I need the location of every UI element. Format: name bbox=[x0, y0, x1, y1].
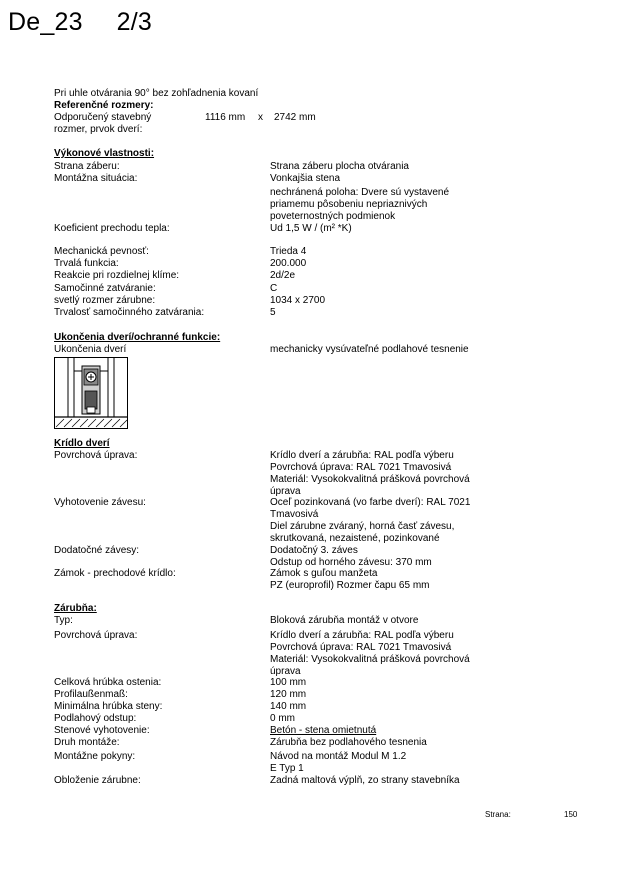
strana-value: Strana záberu plocha otvárania bbox=[270, 161, 409, 172]
trvalost-label: Trvalosť samočinného zatvárania: bbox=[54, 307, 205, 318]
hinge-value-1: Oceľ pozinkovaná (vo farbe dverí): RAL 7021 bbox=[270, 497, 471, 508]
montaz-label: Montážna situácia: bbox=[54, 173, 138, 184]
frame-surface-value-4: úprava bbox=[270, 666, 301, 677]
mounting-instructions-value-2: E Typ 1 bbox=[270, 763, 304, 774]
leaf-surface-value-2: Povrchová úprava: RAL 7021 Tmavosivá bbox=[270, 462, 452, 473]
recommended-height: 2742 mm bbox=[274, 112, 316, 123]
hinge-label: Vyhotovenie závesu: bbox=[54, 497, 146, 508]
page-fraction: 2/3 bbox=[116, 8, 153, 36]
svetly-value: 1034 x 2700 bbox=[270, 295, 326, 306]
mounting-type-label: Druh montáže: bbox=[54, 737, 120, 748]
leaf-surface-value-1: Krídlo dverí a zárubňa: RAL podľa výberu bbox=[270, 450, 454, 461]
mounting-instructions-label: Montážne pokyny: bbox=[54, 751, 136, 762]
page-label: Strana: bbox=[485, 810, 511, 819]
frame-section-title: Zárubňa: bbox=[54, 603, 97, 614]
trvala-label: Trvalá funkcia: bbox=[54, 258, 119, 269]
wall-type-value: Betón - stena omietnutá bbox=[270, 725, 377, 736]
reakcie-label: Reakcie pri rozdielnej klíme: bbox=[54, 270, 180, 281]
trvala-value: 200.000 bbox=[270, 258, 307, 269]
floor-seal-illustration bbox=[54, 357, 128, 429]
svetly-label: svetlý rozmer zárubne: bbox=[54, 295, 156, 306]
min-wall-label: Minimálna hrúbka steny: bbox=[54, 701, 163, 712]
koef-value: Ud 1,5 W / (m² *K) bbox=[270, 223, 352, 234]
mech-value: Trieda 4 bbox=[270, 246, 307, 257]
reveal-thickness-label: Celková hrúbka ostenia: bbox=[54, 677, 162, 688]
extra-hinge-label: Dodatočné závesy: bbox=[54, 545, 140, 556]
dimension-separator: x bbox=[258, 112, 263, 123]
min-wall-value: 140 mm bbox=[270, 701, 307, 712]
door-ending-value: mechanicky vysúvateľné podlahové tesnenie bbox=[270, 344, 469, 355]
opening-angle-note: Pri uhle otvárania 90° bez zohľadnenia kovaní bbox=[54, 88, 259, 99]
mounting-type-value: Zárubňa bez podlahového tesnenia bbox=[270, 737, 427, 748]
page-number: 150 bbox=[564, 810, 578, 819]
samocinne-value: C bbox=[270, 283, 278, 294]
frame-type-value: Bloková zárubňa montáž v otvore bbox=[270, 615, 419, 626]
strana-label: Strana záberu: bbox=[54, 161, 120, 172]
lock-label: Zámok - prechodové krídlo: bbox=[54, 568, 176, 579]
profile-size-value: 120 mm bbox=[270, 689, 307, 700]
extra-hinge-value-1: Dodatočný 3. záves bbox=[270, 545, 358, 556]
trvalost-value: 5 bbox=[270, 307, 276, 318]
recommended-width: 1116 mm bbox=[205, 112, 246, 123]
floor-gap-value: 0 mm bbox=[270, 713, 295, 724]
door-ending-section-title: Ukončenia dverí/ochranné funkcie: bbox=[54, 332, 221, 343]
mech-label: Mechanická pevnosť: bbox=[54, 246, 149, 257]
document-header bbox=[8, 8, 152, 37]
exposure-note-1: nechránená poloha: Dvere sú vystavené bbox=[270, 187, 450, 198]
frame-cladding-label: Obloženie zárubne: bbox=[54, 775, 141, 786]
floor-gap-label: Podlahový odstup: bbox=[54, 713, 137, 724]
lock-value-2: PZ (europrofil) Rozmer čapu 65 mm bbox=[270, 580, 430, 591]
frame-cladding-value: Zadná maltová výplň, zo strany stavebníka bbox=[270, 775, 460, 786]
frame-surface-value-3: Materiál: Vysokokvalitná prášková povrchová bbox=[270, 654, 470, 665]
koef-label: Koeficient prechodu tepla: bbox=[54, 223, 170, 234]
recommended-size-label-1: Odporučený stavebný bbox=[54, 112, 152, 123]
extra-hinge-value-2: Odstup od horného závesu: 370 mm bbox=[270, 557, 432, 568]
reference-dimensions-title: Referenčné rozmery: bbox=[54, 100, 154, 111]
hinge-value-3: Diel zárubne zváraný, horná časť závesu, bbox=[270, 521, 455, 532]
profile-size-label: Profilaußenmaß: bbox=[54, 689, 128, 700]
samocinne-label: Samočinné zatváranie: bbox=[54, 283, 156, 294]
performance-section-title: Výkonové vlastnosti: bbox=[54, 148, 155, 159]
reakcie-value: 2d/2e bbox=[270, 270, 296, 281]
leaf-surface-label: Povrchová úprava: bbox=[54, 450, 138, 461]
door-leaf-section-title: Krídlo dverí bbox=[54, 438, 110, 449]
hinge-value-4: skrutkovaná, nezaistené, pozinkované bbox=[270, 533, 440, 544]
montaz-value: Vonkajšia stena bbox=[270, 173, 341, 184]
door-ending-label: Ukončenia dverí bbox=[54, 344, 127, 355]
frame-surface-value-1: Krídlo dverí a zárubňa: RAL podľa výberu bbox=[270, 630, 454, 641]
document-code: De_23 bbox=[8, 8, 83, 36]
leaf-surface-value-4: úprava bbox=[270, 486, 301, 497]
mounting-instructions-value-1: Návod na montáž Modul M 1.2 bbox=[270, 751, 407, 762]
exposure-note-2: priamemu pôsobeniu nepriaznivých bbox=[270, 199, 428, 210]
frame-type-label: Typ: bbox=[54, 615, 73, 626]
hinge-value-2: Tmavosivá bbox=[270, 509, 319, 520]
wall-type-label: Stenové vyhotovenie: bbox=[54, 725, 150, 736]
leaf-surface-value-3: Materiál: Vysokokvalitná prášková povrchová bbox=[270, 474, 470, 485]
frame-surface-value-2: Povrchová úprava: RAL 7021 Tmavosivá bbox=[270, 642, 452, 653]
reveal-thickness-value: 100 mm bbox=[270, 677, 307, 688]
frame-surface-label: Povrchová úprava: bbox=[54, 630, 138, 641]
lock-value-1: Zámok s guľou manžeta bbox=[270, 568, 378, 579]
exposure-note-3: poveternostných podmienok bbox=[270, 211, 396, 222]
recommended-size-label-2: rozmer, prvok dverí: bbox=[54, 124, 143, 135]
